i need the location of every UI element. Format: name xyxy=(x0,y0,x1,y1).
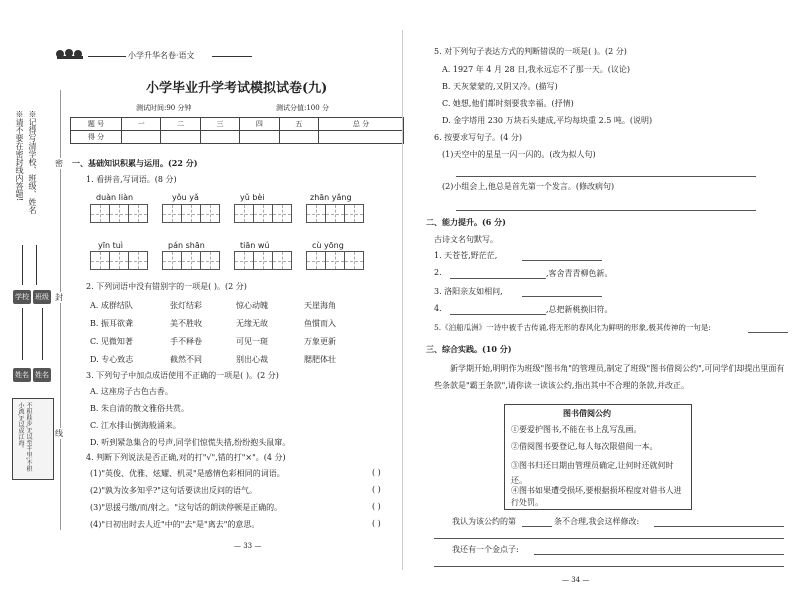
answer-line[interactable] xyxy=(434,566,784,567)
q5-option: C. 她想,他们都时刻要我幸福。(抒情) xyxy=(442,99,574,108)
score-cell[interactable] xyxy=(279,131,318,144)
q2-option: 截然不同 xyxy=(170,355,202,364)
q2-option: 万象更新 xyxy=(304,337,336,346)
answer-line[interactable] xyxy=(534,554,784,555)
book-spine xyxy=(402,30,403,570)
header-rule-right xyxy=(212,56,252,57)
q4-item: (1)"英俊、优雅、炫耀、机灵"是感情色彩相同的词语。 xyxy=(90,469,285,478)
writing-grid[interactable] xyxy=(162,251,220,270)
test-time: 测试时间:90 分钟 xyxy=(136,104,192,112)
answer1-tail: 条不合理,我会这样修改: xyxy=(554,517,640,526)
name-line xyxy=(22,308,23,360)
answer-line[interactable] xyxy=(456,210,756,211)
q4-item: (2)"孰为汝多知乎?"这句话要读出反问的语气。 xyxy=(90,486,257,495)
q2-option: 天崖海角 xyxy=(304,301,336,310)
test-score: 测试分值:100 分 xyxy=(276,104,329,112)
writing-grid[interactable] xyxy=(306,204,364,223)
q5-text: 5. 对下列句子表达方式的判断错误的一项是( )。(2 分) xyxy=(434,47,627,56)
page-number-left: — 33 — xyxy=(234,542,262,550)
q4-item: (3)"思援弓缴/而/射之。"这句话的朗读停顿是正确的。 xyxy=(90,503,283,512)
q2-option: 腮肥体壮 xyxy=(304,355,336,364)
q3-text: 3. 下列句子中加点成语使用不正确的一项是( )。(2 分) xyxy=(86,371,279,380)
rule-item: ③图书归还日期由管理员确定,让何时还就何时还。 xyxy=(511,461,674,485)
writing-grid[interactable] xyxy=(234,251,292,270)
seal-line xyxy=(60,90,61,530)
score-cell[interactable] xyxy=(161,131,200,144)
rule-item: ②借阅图书要登记,每人每次限借阅一本。 xyxy=(511,442,658,451)
pinyin-2: yǒu yǎ xyxy=(172,193,199,202)
pinyin-6: pán shān xyxy=(168,241,205,250)
rule-item: ④图书如果遭受损坏,要根据损坏程度对借书人进行处罚。 xyxy=(511,486,682,507)
section2-title: 二、能力提升。(6 分) xyxy=(426,217,506,227)
q2-option: D. 专心致志 xyxy=(90,355,134,364)
motto-box xyxy=(12,398,54,480)
rule-item: ①要爱护图书,不能在书上乱写乱画。 xyxy=(511,425,642,434)
q2-option: 张灯结彩 xyxy=(170,301,202,310)
sidebar-notice: ※请不要在密封线内答题! xyxy=(15,110,24,202)
name-tag: 姓名 xyxy=(13,368,31,382)
answer-line[interactable] xyxy=(654,526,784,527)
q2-option: 鱼惯而入 xyxy=(304,319,336,328)
q5-option: B. 天灰蒙蒙的,又阴又冷。(描写) xyxy=(442,82,558,91)
answer2-lead: 我还有一个金点子: xyxy=(452,545,519,554)
q4-text: 4. 判断下列说法是否正确,对的打"√",错的打"×"。(4 分) xyxy=(86,453,286,462)
poem-1: 1. 天苍苍,野茫茫, xyxy=(434,251,498,260)
answer-paren[interactable]: ( ) xyxy=(372,485,381,494)
q3-option: A. 这座房子古色古香。 xyxy=(90,387,173,396)
score-header-cell: 二 xyxy=(161,118,200,131)
score-cell[interactable] xyxy=(200,131,239,144)
school-tag: 学校 xyxy=(13,290,31,304)
poem-2-tail: ,客舍青青柳色新。 xyxy=(546,269,613,278)
answer-paren[interactable]: ( ) xyxy=(372,502,381,511)
poem-intro: 古诗文名句默写。 xyxy=(434,235,498,244)
rules-box xyxy=(504,404,692,510)
school-line xyxy=(22,245,23,285)
page-title: 小学毕业升学考试模拟试卷(九) xyxy=(146,81,328,96)
poem-blank[interactable] xyxy=(522,296,602,297)
score-label-cell: 得 分 xyxy=(71,131,122,144)
poem-2: 2. xyxy=(434,268,442,277)
writing-grid[interactable] xyxy=(234,204,292,223)
name-tag-2: 姓名 xyxy=(33,368,51,382)
q5-option: D. 金字塔用 230 万块石头建成,平均每块重 2.5 吨。(说明) xyxy=(442,116,653,125)
q2-option: B. 振耳欲聋 xyxy=(90,319,133,328)
class-tag: 班级 xyxy=(33,290,51,304)
score-header-cell: 四 xyxy=(240,118,279,131)
poem-blank[interactable] xyxy=(748,332,788,333)
seal-char-mi: 密 xyxy=(55,159,63,168)
q5-option: A. 1927 年 4 月 28 日,我永远忘不了那一天。(议论) xyxy=(442,65,630,74)
section3-title: 三、综合实践。(10 分) xyxy=(426,344,512,354)
poem-5: 5.《泊船瓜洲》一诗中被千古传诵,将无形的春风化为鲜明的形象,极其传神的一句是: xyxy=(434,323,711,332)
writing-grid[interactable] xyxy=(306,251,364,270)
q3-option: D. 听到紧急集合的号声,同学们惊慌失措,纷纷抱头鼠窜。 xyxy=(90,438,291,447)
seal-char-xian: 线 xyxy=(55,429,63,438)
q2-option: 别出心裁 xyxy=(236,355,268,364)
score-header-cell: 三 xyxy=(200,118,239,131)
q1-text: 1. 看拼音,写词语。(8 分) xyxy=(86,175,177,184)
pinyin-8: cù yōng xyxy=(312,241,344,250)
writing-grid[interactable] xyxy=(90,204,148,223)
pinyin-5: yīn tuì xyxy=(98,241,123,250)
q2-option: 美不胜收 xyxy=(170,319,202,328)
pinyin-1: duàn liàn xyxy=(96,193,134,202)
header-rule xyxy=(88,56,126,57)
score-cell[interactable] xyxy=(319,131,404,144)
score-table xyxy=(70,117,404,144)
seal-char-feng: 封 xyxy=(55,293,63,302)
motto-text: 不积跬步,无以至千里;不积小流,无以成江海。 xyxy=(17,402,32,472)
q2-option: 惊心动魄 xyxy=(236,301,268,310)
poem-4: 4. xyxy=(434,304,442,313)
q6-text: 6. 按要求写句子。(4 分) xyxy=(434,133,523,142)
series-logo-icon xyxy=(55,46,85,60)
pinyin-7: tiān wú xyxy=(240,241,270,250)
pinyin-3: yǔ bèi xyxy=(240,193,265,202)
poem-4-tail: ,总把新桃换旧符。 xyxy=(546,305,613,314)
writing-grid[interactable] xyxy=(90,251,148,270)
q6-part1: (1)天空中的星星一闪一闪的。(改为拟人句) xyxy=(442,150,596,159)
answer-line[interactable] xyxy=(456,176,756,177)
q3-option: B. 朱自清的散文雅俗共赏。 xyxy=(90,404,189,413)
writing-grid[interactable] xyxy=(162,204,220,223)
clause-blank[interactable] xyxy=(522,526,552,527)
answer-line[interactable] xyxy=(434,538,784,539)
answer1-lead: 我认为该公约的第 xyxy=(452,517,516,526)
q2-option: C. 见微知著 xyxy=(90,337,133,346)
section1-title: 一、基础知识积累与运用。(22 分) xyxy=(72,158,198,168)
q2-text: 2. 下列词语中没有错别字的一项是( )。(2 分) xyxy=(86,282,247,291)
right-page xyxy=(404,0,800,589)
practice-text: 新学期开始,明明作为班级"图书角"的管理员,制定了班级"图书借阅公约",可同学们却提出里面有些条款是"霸王条款",请你读一读该公约,指出其中不合理的条款,并改正。 xyxy=(434,364,785,390)
q2-option: 可见一斑 xyxy=(236,337,268,346)
q6-part2: (2)小组会上,他总是首先第一个发言。(修改病句) xyxy=(442,182,615,191)
answer-paren[interactable]: ( ) xyxy=(372,468,381,477)
q3-option: C. 江水排山倒海般涌来。 xyxy=(90,421,181,430)
poem-blank[interactable] xyxy=(450,314,546,315)
poem-3: 3. 洛阳亲友如相问, xyxy=(434,287,503,296)
page-number-right: — 34 — xyxy=(562,576,590,584)
class-line xyxy=(36,245,37,285)
score-header-cell: 一 xyxy=(122,118,161,131)
name-line2 xyxy=(42,308,43,360)
q2-option: A. 成群结队 xyxy=(90,301,133,310)
q4-item: (4)"日初出时去人近"中的"去"是"离去"的意思。 xyxy=(90,520,260,529)
rules-title: 图书借阅公约 xyxy=(563,408,611,418)
score-header-cell: 题 号 xyxy=(71,118,122,131)
score-cell[interactable] xyxy=(122,131,161,144)
score-header-cell: 五 xyxy=(279,118,318,131)
poem-blank[interactable] xyxy=(522,260,602,261)
series-label: 小学升华名卷·语文 xyxy=(128,51,195,60)
q2-option: 手不释卷 xyxy=(170,337,202,346)
score-cell[interactable] xyxy=(240,131,279,144)
score-header-cell: 总 分 xyxy=(319,118,404,131)
answer-paren[interactable]: ( ) xyxy=(372,519,381,528)
pinyin-4: zhān yǎng xyxy=(310,193,352,202)
sidebar-fill-hint: ※记得写清学校、班级、姓名 xyxy=(28,110,37,214)
q2-option: 无缘无故 xyxy=(236,319,268,328)
poem-blank[interactable] xyxy=(450,278,546,279)
